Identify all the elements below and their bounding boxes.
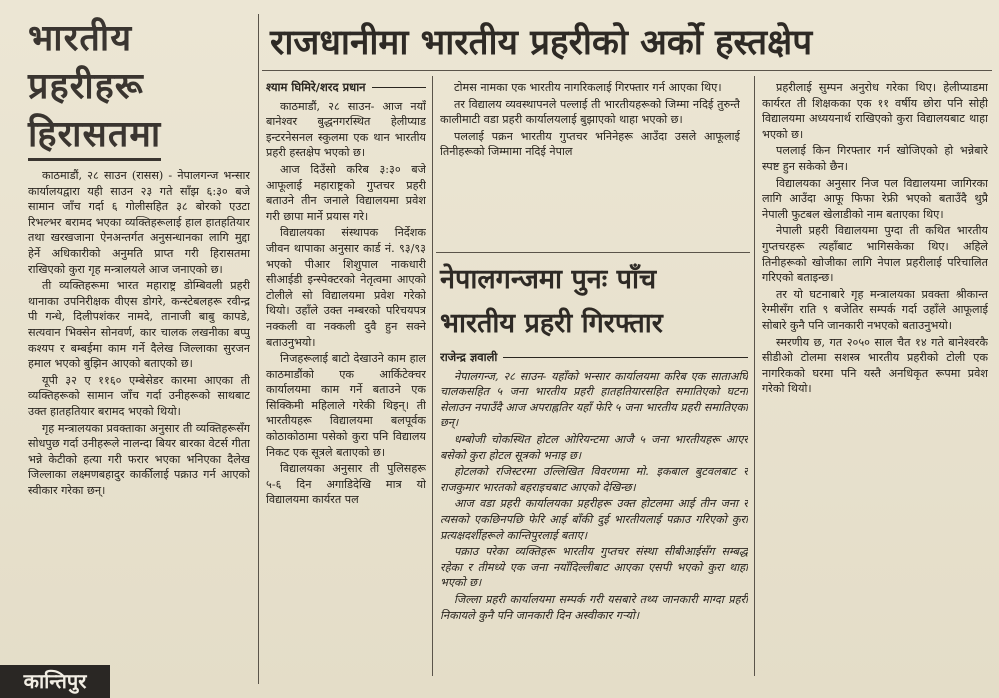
main-paragraph: प्रहरीलाई सुम्पन अनुरोध गरेका थिए। हेलीप्याडमा कार्यरत ती शिक्षकका एक ११ वर्षीय छोरा पनि सोही विद्यालयमा अध्ययनार्थ राखिएको कुरा विद्यालयबाट थाहा भएको छ। — [762, 81, 988, 141]
second-paragraph: जिल्ला प्रहरी कार्यालयमा सम्पर्क गरी यसबारे तथ्य जानकारी माग्दा प्रहरी निकायले कुनै पनि जानकारी दिन अस्वीकार गर्‍यो। — [440, 592, 748, 622]
main-story-col2 — [440, 80, 740, 248]
left-paragraph: ती व्यक्तिहरूमा भारत महाराष्ट्र डोम्बिवली प्रहरी थानाका उपनिरीक्षक वीएस डोगरे, कन्स्टेबलहरू रवीन्द्र पी गन्धे, दिलीपशंकर नामदे, तानाजी बाबु कापडे, सत्यवान भिक्सेन सोनवर्ण, कार चालक लखनीका बप्पु कश्यप र बम्बईमा काम गर्ने दैलेख जिल्लाका सुरजन हमाल भएको बुझिन आएको बताएको छ। — [28, 279, 250, 371]
main-paragraph: विद्यालयका अनुसार ती पुलिसहरू ५-६ दिन अगाडिदेखि मात्र यो विद्यालयमा कार्यरत पल — [266, 462, 426, 507]
story-divider — [436, 252, 750, 253]
main-story-byline — [266, 80, 426, 96]
main-story-headline: राजधानीमा भारतीय प्रहरीको अर्को हस्तक्षेप — [270, 22, 813, 63]
main-story-col3 — [762, 80, 988, 684]
main-paragraph: नेपाली प्रहरी विद्यालयमा पुग्दा ती कथित भारतीय गुप्तचरहरू त्यहाँबाट भागिसकेका थिए। अहिले तिनीहरूको खोजीका लागि नेपाल प्रहरीलाई परिचालित गरिएको बताइन्छ। — [762, 224, 988, 285]
main-paragraph: स्मरणीय छ, गत २०५० साल चैत १४ गते बानेश्वरकै सीडीओ टोलमा सशस्त्र भारतीय प्रहरीको टोली एक नागरिकको घरमा पनि यस्तै अनधिकृत रूपमा प्रवेश गरेको थियो। — [762, 335, 988, 396]
second-story-byline — [440, 350, 748, 366]
second-headline-line1: नेपालगन्जमा पुनः पाँच — [440, 264, 657, 295]
main-byline-text: श्याम घिमिरे/शरद प्रधान — [266, 80, 366, 94]
main-paragraph: तर यो घटनाबारे गृह मन्त्रालयका प्रवक्ता श्रीकान्त रेग्मीसँग राति ९ बजेतिर सम्पर्क गर्दा उहाँले आफूलाई सोबारे कुनै पनि जानकारी नभएको बताउनुभयो। — [762, 287, 988, 332]
headline-divider — [262, 70, 992, 71]
second-byline-text: राजेन्द्र ज्ञवाली — [440, 350, 498, 364]
main-paragraph: तर विद्यालय व्यवस्थापनले पल्लाई ती भारतीयहरूको जिम्मा नदिई तुरुन्तै कालीमाटी वडा प्रहरी कार्यालयलाई बुझाएको थाहा भएको छ। — [440, 97, 740, 127]
second-headline-line2: भारतीय प्रहरी गिरफ्तार — [440, 308, 663, 339]
second-story-headline — [440, 258, 740, 346]
main-paragraph: काठमाडौं, २८ साउन- आज नयाँ बानेश्वर बुद्धनगरस्थित हेलीप्याड इन्टरनेसनल स्कुलमा एक थान भारतीय प्रहरी हस्तक्षेप भएको छ। — [266, 99, 426, 160]
byline-rule — [372, 87, 426, 88]
kantipur-logo: कान्तिपुर — [0, 665, 110, 698]
column-divider — [432, 76, 433, 676]
left-story-headline — [28, 14, 250, 161]
left-headline-line3: हिरासतमा — [28, 110, 161, 161]
column-divider — [754, 76, 755, 676]
left-headline-line1: भारतीय — [28, 17, 133, 59]
column-divider — [258, 14, 259, 684]
byline-rule — [503, 357, 748, 358]
main-paragraph: पललाई किन गिरफ्तार गर्न खोजिएको हो भन्नेबारे स्पष्ट हुन सकेको छैन। — [762, 144, 988, 173]
main-paragraph: आज दिउँसो करिब ३:३० बजे आफूलाई महाराष्ट्रको गुप्तचर प्रहरी बताउने तीन जनाले विद्यालयमा प्रवेश गरी छापा मार्ने प्रयास गरे। — [266, 162, 426, 223]
main-paragraph: पललाई पक्रन भारतीय गुप्तचर भनिनेहरू आउँदा उसले आफूलाई तिनीहरूको जिम्मामा नदिई नेपाल — [440, 129, 740, 159]
main-paragraph: निजहरूलाई बाटो देखाउने काम हाल काठमाडौंको एक आर्किटेक्चर कार्यालयमा काम गर्ने बताउने एक सिक्किमी महिलाले गरेकी थिइन्। ती भारतीयहरू विद्यालयमा बलपूर्वक कोठाकोठामा पसेको कुरा पनि विद्यालय निकट एक सूत्रले बताएको छ। — [266, 352, 426, 459]
second-paragraph: नेपालगन्ज, २८ साउन- यहाँको भन्सार कार्यालयमा करिब एक साताअघि चालकसहित ५ जना भारतीय प्रहरी हातहतियारसहित समातिएको घटना सेलाउन नपाउँदै आज अपराह्नतिर यहाँ फेरि ५ जना भारतीय प्रहरी समातिएका छन्। — [440, 369, 748, 430]
left-paragraph: गृह मन्त्रालयका प्रवक्ताका अनुसार ती व्यक्तिहरूसँग सोधपुछ गर्दा उनीहरूले नालन्दा बियर बारका वेटर्स गीता भन्ने केटीको हत्या गरी फरार भएका भनिएका दैलेख जिल्लाका लक्ष्मणबहादुर कार्कीलाई पक्राउ गर्न आएको स्वीकार गरेका छन्। — [28, 421, 250, 497]
left-story-body — [28, 168, 250, 668]
left-headline-line2: प्रहरीहरू — [28, 65, 144, 107]
second-paragraph: होटलको रजिस्टरमा उल्लिखित विवरणमा मो. इकबाल बुटवलबाट र राजकुमार भारतको बहराइचबाट आएको देखिन्छ। — [440, 465, 748, 494]
second-paragraph: धम्बोजी चोकस्थित होटल ओरियन्टमा आजै ५ जना भारतीयहरू आएर बसेको कुरा होटल सूत्रको भनाइ छ। — [440, 432, 748, 462]
left-paragraph: काठमाडौं, २८ साउन (रासस) - नेपालगन्ज भन्सार कार्यालयद्वारा यही साउन २३ गते साँझ ६:३० बजे सामान जाँच गर्दा ६ गोलीसहित ३८ बोरको एउटा रिभल्भर बरामद भएका व्यक्तिहरूलाई हाल हातहतियार तथा खरखजाना ऐनअन्तर्गत अनुसन्धानका लागि मुद्दा हेर्ने अधिकारीको अनुमति प्राप्त गरी हिरासतमा राखिएको कुरा गृह मन्त्रालयले आज जनाएको छ। — [28, 169, 250, 276]
second-paragraph: पक्राउ परेका व्यक्तिहरू भारतीय गुप्तचर संस्था सीबीआईसँग सम्बद्ध रहेका र तीमध्ये एक जना नयाँदिल्लीबाट आएका एसपी भएको कुरा थाहा भएको छ। — [440, 545, 748, 590]
main-story-col1 — [266, 80, 426, 680]
main-paragraph: विद्यालयका अनुसार निज पल विद्यालयमा जागिरका लागि आउँदा आफू फिफा रेफ्री भएको बताउँदै थुप्रै नेपाली फुटबल खेलाडीको नाम बताएका थिए। — [762, 176, 988, 221]
main-paragraph: टोमस नामका एक भारतीय नागरिकलाई गिरफ्तार गर्न आएका थिए। — [454, 81, 722, 94]
left-paragraph: यूपी ३२ ए ११६० एम्बेसेडर कारमा आएका ती व्यक्तिहरूको सामान जाँच गर्दा उनीहरूको साथबाट उक्त हातहतियार बरामद भएको थियो। — [28, 373, 250, 418]
second-story-body — [440, 350, 748, 682]
second-paragraph: आज वडा प्रहरी कार्यालयका प्रहरीहरू उक्त होटलमा आई तीन जना र त्यसको एकछिनपछि फेरि आई बाँकी दुई भारतीयलाई पक्राउ गरिएको कुरा प्रत्यक्षदर्शीहरूले कान्तिपुरलाई बताए। — [440, 497, 748, 542]
main-paragraph: विद्यालयका संस्थापक निर्देशक जीवन थापाका अनुसार कार्ड नं. ९३/९३ भएको पीआर शिशुपाल नाकधारी सीआईडी इन्स्पेक्टरको नेतृत्वमा आएको टोलीले सो विद्यालयमा प्रवेश गरेको थियो। उहाँले उक्त नम्बरको परिचयपत्र नक्कली वा नक्कली दुवै हुन सक्ने बताउनुभयो। — [266, 226, 426, 349]
